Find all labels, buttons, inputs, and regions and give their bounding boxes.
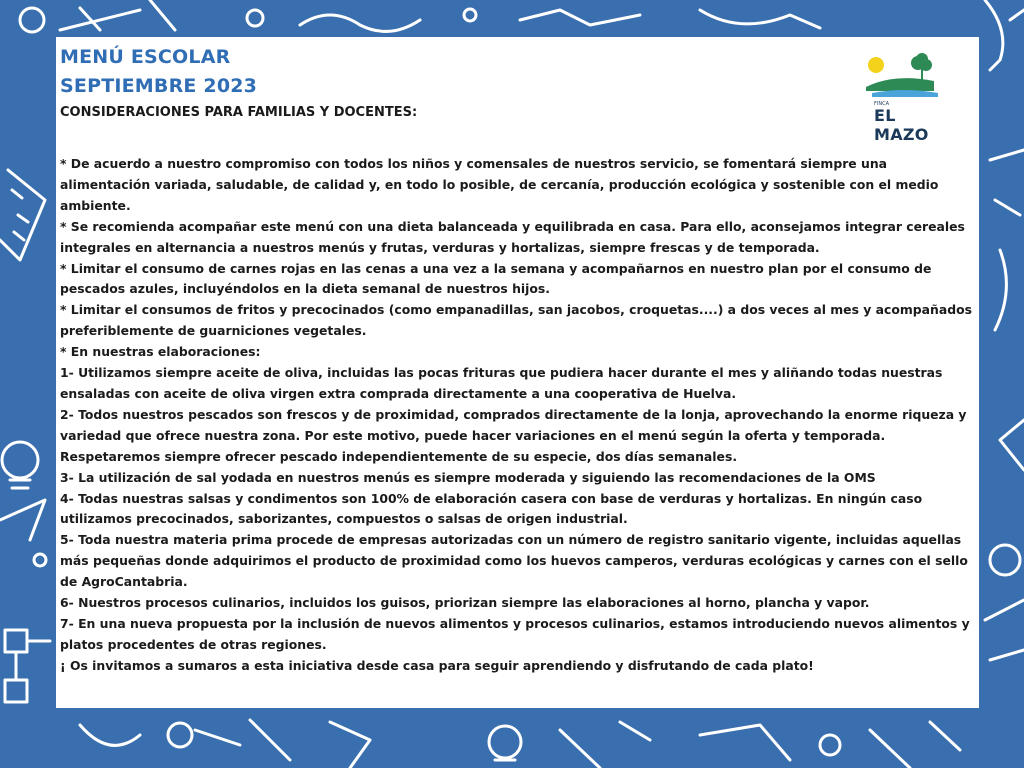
paragraph-item-4-salsas: 4- Todas nuestras salsas y condimentos son 100% de elaboración casera con base de verduras y hortalizas. En ningún caso utilizamos precocinados, saborizantes, compuestos o salsas de origen industrial. xyxy=(60,490,923,527)
lightbulb-doodle-left xyxy=(2,442,38,488)
paragraph-item-3-sal: 3- La utilización de sal yodada en nuestros menús es siempre moderada y siguiendo las recomendaciones de la OMS xyxy=(60,469,876,485)
paragraph-item-2-pescados: 2- Todos nuestros pescados son frescos y de proximidad, comprados directamente de la lonja, aprovechando la enorme riqueza y variedad que ofrece nuestra zona. Por este motivo, puede hacer variaciones en el menú según la oferta y temporada. Respetaremos siempre ofrecer pescado independientemente de su especie, dos días semanales. xyxy=(60,406,967,464)
logo-prefix: FINCA xyxy=(874,101,890,107)
paragraph-compromiso: * De acuerdo a nuestro compromiso con todos los niños y comensales de nuestros servicio, se fomentará siempre una alimentación variada, saludable, de calidad y, en todo lo posible, de cercanía, producción ecológica y sostenible con el medio ambiente. xyxy=(60,156,939,213)
doodles-bottom xyxy=(80,720,960,768)
ruler-doodle-left xyxy=(0,170,45,260)
compass-doodle-right xyxy=(985,420,1024,660)
lightbulb-doodle-top-right xyxy=(985,0,1024,70)
paragraph-item-6-procesos: 6- Nuestros procesos culinarios, incluidos los guisos, priorizan siempre las elaboraciones al horno, plancha y vapor. xyxy=(60,595,870,611)
paragraph-carnes-rojas: * Limitar el consumo de carnes rojas en las cenas a una vez a la semana y acompañarnos en nuestro plan por el consumo de pescados azules, incluyéndolos en la dieta semanal de nuestros hijos. xyxy=(60,260,932,297)
swirl-doodle-top xyxy=(247,9,820,31)
logo-name: EL MAZO xyxy=(874,106,929,144)
sun-hill-tree-logo-icon xyxy=(864,51,948,101)
finca-el-mazo-logo xyxy=(864,51,948,144)
paragraph-item-1-aceite: 1- Utilizamos siempre aceite de oliva, incluidas las pocas frituras que pudiera hacer durante el mes y aliñando todas nuestras ensaladas con aceite de oliva virgen extra comprada directamente a una cooperativa de Huelva. xyxy=(60,365,943,401)
circuit-doodle-left xyxy=(0,500,50,702)
paragraph-elaboraciones-heading: * En nuestras elaboraciones: xyxy=(60,344,261,360)
paragraph-item-5-materia-prima: 5- Toda nuestra materia prima procede de empresas autorizadas con un número de registro sanitario vigente, incluidas aquellas más pequeñas donde adquirimos el producto de proximidad como los huevos camperos, verduras ecológicas y carnes con el sello de AgroCantabria. xyxy=(60,532,968,590)
considerations-body xyxy=(60,154,973,677)
pencil-doodle-top-left xyxy=(20,0,175,32)
pencil-doodle-right xyxy=(990,150,1024,330)
paragraph-dieta-casa: * Se recomienda acompañar este menú con una dieta balanceada y equilibrada en casa. Para ello, aconsejamos integrar cereales integrales en alternancia a nuestros menús y frutas, verduras y hortalizas, siempre frescas y de temporada. xyxy=(60,218,965,255)
considerations-heading: CONSIDERACIONES PARA FAMILIAS Y DOCENTES: xyxy=(60,105,418,120)
paragraph-fritos: * Limitar el consumos de fritos y precocinados (como empanadillas, san jacobos, croquetas....) a dos veces al mes y acompañados preferiblemente de guarniciones vegetales. xyxy=(60,302,972,339)
menu-title: MENÚ ESCOLAR xyxy=(60,46,231,68)
menu-month: SEPTIEMBRE 2023 xyxy=(60,75,258,97)
paragraph-item-7-propuesta: 7- En una nueva propuesta por la inclusión de nuevos alimentos y procesos culinarios, estamos introduciendo nuevos alimentos y platos procedentes de otras regiones. xyxy=(60,615,970,652)
paragraph-invitacion: ¡ Os invitamos a sumaros a esta iniciativa desde casa para seguir aprendiendo y disfrutando de cada plato! xyxy=(60,657,814,673)
menu-card xyxy=(56,37,979,708)
